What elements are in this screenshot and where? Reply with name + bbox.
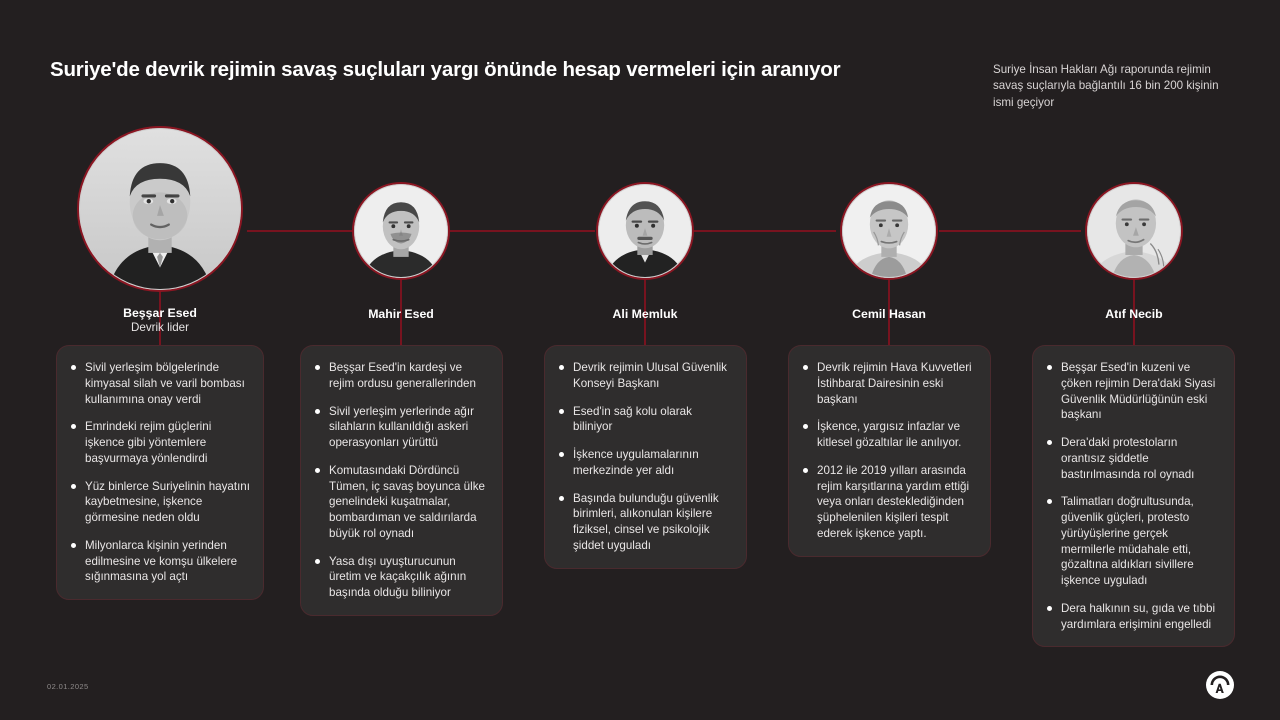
- person-card-3: [544, 345, 747, 569]
- person-name-5: [1034, 307, 1234, 322]
- list-item: Dera halkının su, gıda ve tıbbi yardımlara erişimini engelledi: [1045, 601, 1221, 633]
- publication-date: 02.01.2025: [47, 682, 89, 691]
- portrait-image-2: [354, 184, 448, 278]
- portrait-image-3: [598, 184, 692, 278]
- person-name-text-1: Beşşar Esed: [123, 306, 197, 320]
- header-note: Suriye İnsan Hakları Ağı raporunda rejimin savaş suçlarıyla bağlantılı 16 bin 200 kişinin ismi geçiyor: [993, 63, 1219, 109]
- connector-rail-1-2: [247, 230, 355, 232]
- list-item: Dera'daki protestoların orantısız şiddetle bastırılmasında rol oynadı: [1045, 435, 1221, 482]
- portrait-image-5: [1087, 184, 1181, 278]
- list-item: Talimatları doğrultusunda, güvenlik güçleri, protesto yürüyüşlerine gerçek mermilerle müdahale etti, gözaltına aldıkları sivillere işkence uyguladı: [1045, 494, 1221, 589]
- list-item: Yüz binlerce Suriyelinin hayatını kaybetmesine, işkence görmesine neden oldu: [69, 479, 250, 526]
- connector-rail-2-3: [448, 230, 595, 232]
- list-item: Beşşar Esed'in kardeşi ve rejim ordusu generallerinden: [313, 360, 489, 392]
- person-name-text-4: Cemil Hasan: [852, 307, 926, 321]
- list-item: İşkence, yargısız infazlar ve kitlesel gözaltılar ile anılıyor.: [801, 419, 977, 451]
- list-item: Başında bulunduğu güvenlik birimleri, alıkonulan kişilere fiziksel, cinsel ve psikolojik şiddet uyguladı: [557, 491, 733, 554]
- portrait-image-1: [79, 128, 241, 290]
- list-item: Esed'in sağ kolu olarak biliniyor: [557, 404, 733, 436]
- portrait-mahir-esed: [352, 182, 450, 280]
- list-item: 2012 ile 2019 yılları arasında rejim karşıtlarına yardım ettiği veya onları desteklediğinden şüphelenilen kişileri tespit ederek işkence yaptı.: [801, 463, 977, 542]
- person-card-2: [300, 345, 503, 616]
- bullet-list-4: [801, 360, 977, 542]
- person-name-text-5: Atıf Necib: [1105, 307, 1163, 321]
- list-item: Yasa dışı uyuşturucunun üretim ve kaçakçılık ağının başında olduğu biliniyor: [313, 554, 489, 601]
- person-name-text-2: Mahir Esed: [368, 307, 434, 321]
- list-item: Emrindeki rejim güçlerini işkence gibi yöntemlere başvurmaya yönlendirdi: [69, 419, 250, 466]
- person-card-4: [788, 345, 991, 557]
- list-item: Beşşar Esed'in kuzeni ve çöken rejimin Dera'daki Siyasi Güvenlik Müdürlüğünün eski başkanı: [1045, 360, 1221, 423]
- bullet-list-3: [557, 360, 733, 554]
- portrait-cemil-hasan: [840, 182, 938, 280]
- person-name-2: [301, 307, 501, 322]
- person-name-3: [545, 307, 745, 322]
- portrait-image-4: [842, 184, 936, 278]
- aa-agency-logo-icon: [1203, 668, 1237, 702]
- bullet-list-5: [1045, 360, 1221, 632]
- connector-rail-4-5: [939, 230, 1081, 232]
- list-item: İşkence uygulamalarının merkezinde yer aldı: [557, 447, 733, 479]
- list-item: Sivil yerleşim yerlerinde ağır silahların kullanıldığı askeri operasyonları yürüttü: [313, 404, 489, 451]
- list-item: Devrik rejimin Hava Kuvvetleri İstihbarat Dairesinin eski başkanı: [801, 360, 977, 407]
- list-item: Komutasındaki Dördüncü Tümen, iç savaş boyunca ülke genelindeki kuşatmalar, bombardıman ve saldırılarda büyük rol oynadı: [313, 463, 489, 542]
- person-card-1: [56, 345, 264, 600]
- page-title: Suriye'de devrik rejimin savaş suçluları yargı önünde hesap vermeleri için aranıyor: [50, 58, 841, 81]
- portrait-bessar-esed: [77, 126, 243, 292]
- person-role-1: Devrik lider: [131, 321, 189, 335]
- portrait-ali-memluk: [596, 182, 694, 280]
- portrait-atif-necib: [1085, 182, 1183, 280]
- bullet-list-2: [313, 360, 489, 601]
- person-card-5: [1032, 345, 1235, 647]
- list-item: Sivil yerleşim bölgelerinde kimyasal silah ve varil bombası kullanımına onay verdi: [69, 360, 250, 407]
- list-item: Milyonlarca kişinin yerinden edilmesine ve komşu ülkelere sığınmasına yol açtı: [69, 538, 250, 585]
- person-name-text-3: Ali Memluk: [612, 307, 678, 321]
- connector-rail-3-4: [694, 230, 836, 232]
- bullet-list-1: [69, 360, 250, 585]
- person-name-4: [789, 307, 989, 322]
- person-name-1: [60, 306, 260, 336]
- list-item: Devrik rejimin Ulusal Güvenlik Konseyi Başkanı: [557, 360, 733, 392]
